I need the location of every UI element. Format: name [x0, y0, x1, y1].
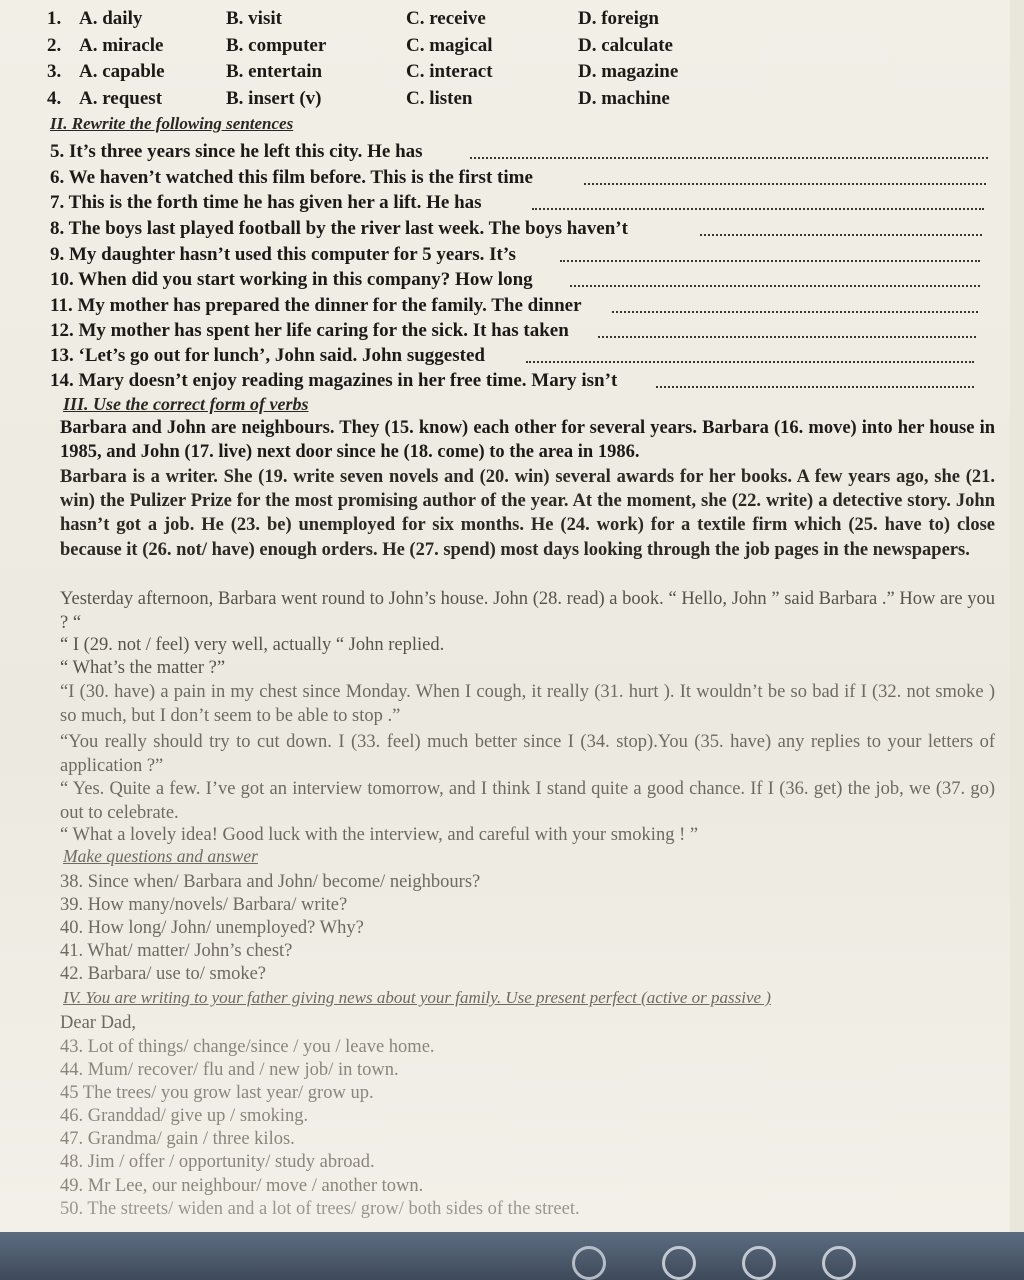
option-d: D. machine — [578, 88, 670, 109]
rewrite-item — [0, 242, 1010, 268]
question-item: 39. How many/novels/ Barbara/ write? — [60, 895, 348, 915]
emoji-icon[interactable] — [822, 1246, 856, 1280]
section-heading: Make questions and answer — [63, 846, 258, 866]
rewrite-prompt: 6. We haven’t watched this film before. This is the first time — [50, 167, 533, 188]
option-a: A. request — [79, 88, 163, 109]
option-b: B. entertain — [226, 61, 323, 82]
answer-line[interactable] — [612, 311, 978, 313]
undo-icon[interactable] — [572, 1246, 606, 1280]
option-d: D. calculate — [578, 35, 673, 56]
redo-icon[interactable] — [662, 1246, 696, 1280]
rewrite-item — [0, 216, 1010, 242]
letter-item: 44. Mum/ recover/ flu and / new job/ in town. — [60, 1060, 399, 1080]
passage-paragraph: “You really should try to cut down. I (33. feel) much better since I (34. stop).You (35. have) any replies to your letters of application ?” — [60, 732, 995, 777]
letter-item: 49. Mr Lee, our neighbour/ move / another town. — [60, 1176, 424, 1196]
option-a: A. miracle — [79, 35, 164, 56]
option-d: D. foreign — [578, 8, 659, 29]
letter-item: 47. Grandma/ gain / three kilos. — [60, 1129, 295, 1149]
option-a: A. capable — [79, 61, 165, 82]
option-b: B. computer — [226, 35, 327, 56]
answer-line[interactable] — [560, 260, 980, 262]
rewrite-prompt: 5. It’s three years since he left this city. He has — [50, 141, 423, 162]
rewrite-item — [0, 139, 1010, 165]
question-item: 38. Since when/ Barbara and John/ become/ neighbours? — [60, 872, 481, 892]
section-heading: III. Use the correct form of verbs — [63, 394, 309, 414]
vocab-row — [0, 6, 1010, 32]
rewrite-item — [0, 267, 1010, 293]
rewrite-item — [0, 368, 1010, 394]
question-number: 4. — [47, 88, 62, 109]
passage-paragraph: “ What a lovely idea! Good luck with the interview, and careful with your smoking ! ” — [60, 825, 699, 845]
photo-bottom-edge — [0, 1232, 1024, 1280]
option-c: C. interact — [406, 61, 493, 82]
question-item: 40. How long/ John/ unemployed? Why? — [60, 918, 364, 938]
rewrite-item — [0, 343, 1010, 369]
letter-item: 45 The trees/ you grow last year/ grow up. — [60, 1083, 374, 1103]
answer-line[interactable] — [656, 386, 974, 388]
passage-paragraph: Barbara is a writer. She (19. write seven novels and (20. win) several awards for her books. A few years ago, she (21. win) the Pulizer Prize for the most promising author of the year. At the moment, she (22. write) a detective story. John hasn’t got a job. He (23. be) unemployed for six months. He (24. work) for a textile firm which (25. have to) close because it (26. not/ have) enough orders. He (27. spend) most days looking through the job pages in the newspapers. — [60, 467, 995, 560]
rewrite-item — [0, 165, 1010, 191]
answer-line[interactable] — [584, 183, 986, 185]
rewrite-prompt: 12. My mother has spent her life caring for the sick. It has taken — [50, 320, 569, 341]
answer-line[interactable] — [570, 285, 980, 287]
rewrite-prompt: 10. When did you start working in this company? How long — [50, 269, 533, 290]
question-number: 3. — [47, 61, 62, 82]
rewrite-prompt: 9. My daughter hasn’t used this computer for 5 years. It’s — [50, 244, 516, 265]
rewrite-prompt: 8. The boys last played football by the river last week. The boys haven’t — [50, 218, 628, 239]
passage-paragraph: “ I (29. not / feel) very well, actually “ John replied. — [60, 635, 445, 655]
rewrite-prompt: 11. My mother has prepared the dinner for the family. The dinner — [50, 295, 582, 316]
option-c: C. receive — [406, 8, 486, 29]
option-b: B. visit — [226, 8, 282, 29]
question-number: 1. — [47, 8, 62, 29]
vocab-row — [0, 59, 1010, 85]
passage-paragraph: “ What’s the matter ?” — [60, 658, 226, 678]
passage-paragraph: “ Yes. Quite a few. I’ve got an interview tomorrow, and I think I stand quite a good chance. If I (36. get) the job, we (37. go) out to celebrate. — [60, 779, 995, 824]
passage-paragraph: Barbara and John are neighbours. They (15. know) each other for several years. Barbara (16. move) into her house in 1985, and John (17. live) next door since he (18. come) to the area in 1986. — [60, 418, 995, 463]
question-item: 41. What/ matter/ John’s chest? — [60, 941, 293, 961]
answer-line[interactable] — [532, 208, 984, 210]
answer-line[interactable] — [598, 336, 976, 338]
option-c: C. listen — [406, 88, 473, 109]
letter-greeting: Dear Dad, — [60, 1013, 137, 1033]
answer-line[interactable] — [526, 361, 974, 363]
question-item: 42. Barbara/ use to/ smoke? — [60, 964, 267, 984]
answer-line[interactable] — [700, 234, 982, 236]
question-number: 2. — [47, 35, 62, 56]
rewrite-prompt: 14. Mary doesn’t enjoy reading magazines in her free time. Mary isn’t — [50, 370, 618, 391]
letter-item: 43. Lot of things/ change/since / you / leave home. — [60, 1037, 435, 1057]
rewrite-item — [0, 190, 1010, 216]
rewrite-prompt: 13. ‘Let’s go out for lunch’, John said. John suggested — [50, 345, 485, 366]
section-heading: II. Rewrite the following sentences — [50, 114, 294, 133]
letter-item: 48. Jim / offer / opportunity/ study abroad. — [60, 1152, 375, 1172]
option-b: B. insert (v) — [226, 88, 322, 109]
passage-paragraph: “I (30. have) a pain in my chest since Monday. When I cough, it really (31. hurt ). It wouldn’t be so bad if I (32. not smoke ) so much, but I don’t seem to be able to stop .” — [60, 682, 995, 727]
option-d: D. magazine — [578, 61, 679, 82]
option-c: C. magical — [406, 35, 493, 56]
rotate-icon[interactable] — [742, 1246, 776, 1280]
letter-item: 46. Granddad/ give up / smoking. — [60, 1106, 309, 1126]
rewrite-item — [0, 318, 1010, 344]
vocab-row — [0, 86, 1010, 112]
section-heading: IV. You are writing to your father giving news about your family. Use present perfect (active or passive ) — [63, 988, 771, 1007]
rewrite-prompt: 7. This is the forth time he has given her a lift. He has — [50, 192, 482, 213]
letter-item: 50. The streets/ widen and a lot of trees/ grow/ both sides of the street. — [60, 1199, 580, 1219]
option-a: A. daily — [79, 8, 143, 29]
vocab-row — [0, 33, 1010, 59]
answer-line[interactable] — [470, 157, 988, 159]
passage-paragraph: Yesterday afternoon, Barbara went round to John’s house. John (28. read) a book. “ Hello, John ” said Barbara .” How are you ? “ — [60, 589, 995, 634]
rewrite-item — [0, 293, 1010, 319]
